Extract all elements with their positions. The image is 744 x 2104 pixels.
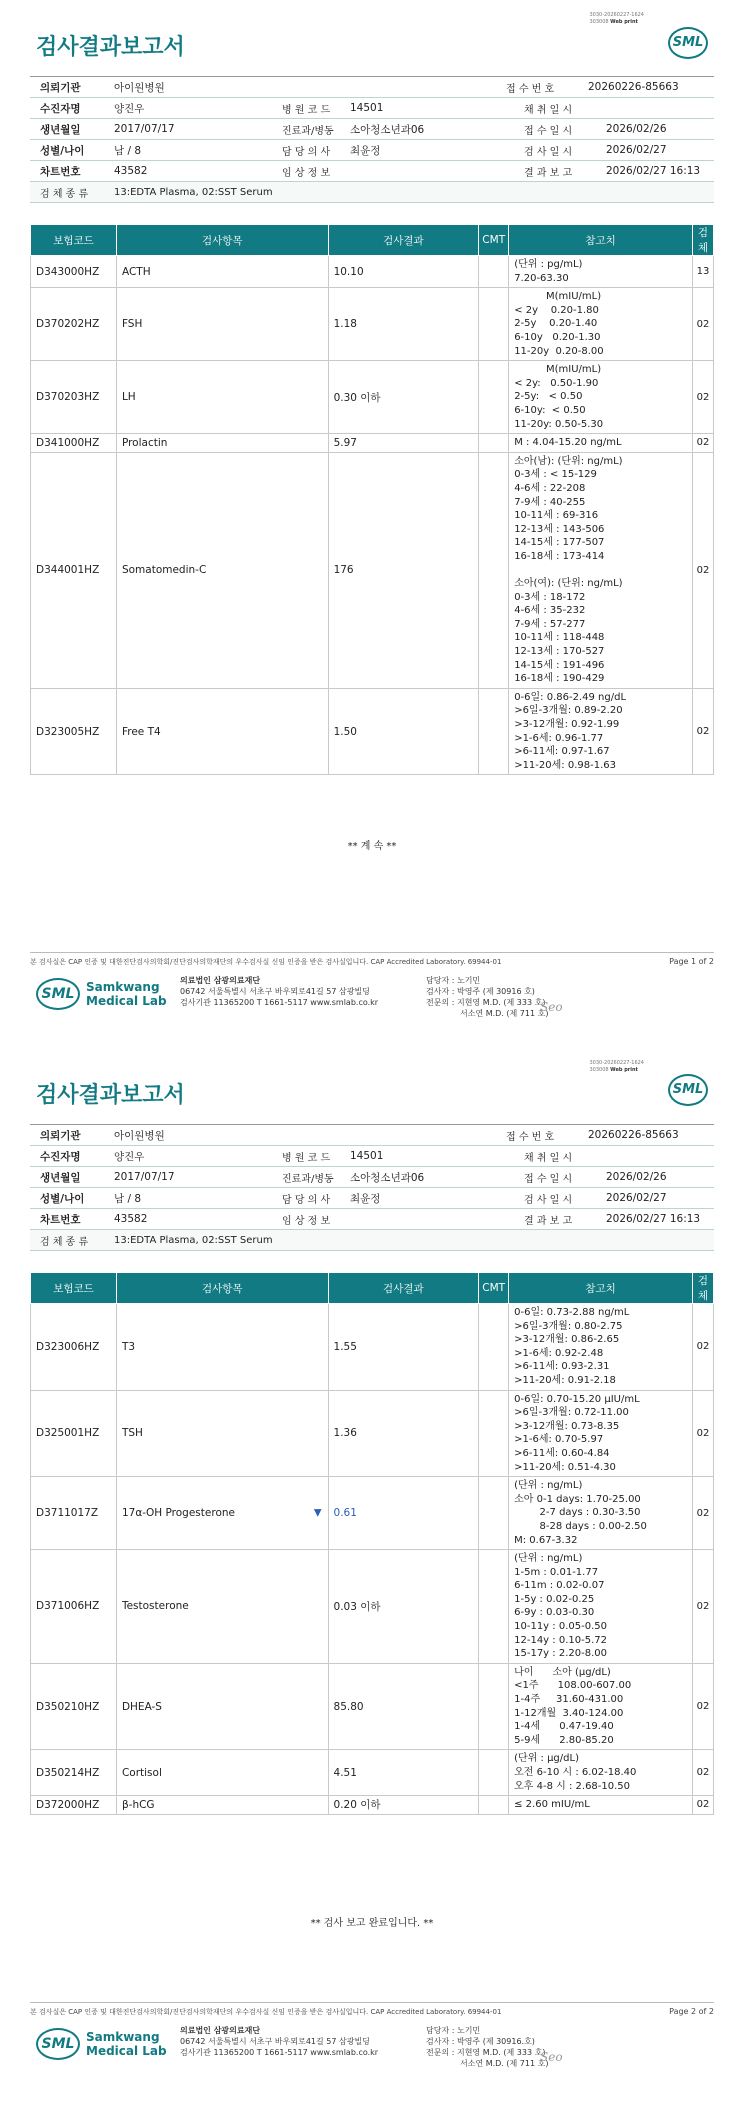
reference-range: 0-6일: 0.73-2.88 ng/mL >6일-3개월: 0.80-2.75 >3-12개월: 0.86-2.65 >1-6세: 0.92-2.48 >6-11세: 0.93-2.31 >11-20세: 0.91-2.18 xyxy=(509,1304,693,1391)
insurance-code: D371006HZ xyxy=(31,1550,117,1664)
test-result: 5.97 xyxy=(328,434,479,453)
insurance-code: D344001HZ xyxy=(31,452,117,688)
specimen-code: 02 xyxy=(692,1550,713,1664)
specimen-code: 02 xyxy=(692,1796,713,1815)
insurance-code: D370202HZ xyxy=(31,288,117,361)
test-result: 0.03 이하 xyxy=(328,1550,479,1664)
reference-range: (단위 : ng/mL) 1-5m : 0.01-1.77 6-11m : 0.02-0.07 1-5y : 0.02-0.25 6-9y : 0.03-0.30 10-11y : 0.05-0.50 12-14y : 0.10-5.72 15-17y : 2.20-8.00 xyxy=(509,1550,693,1664)
reference-range: (단위 : µg/dL) 오전 6-10 시 : 6.02-18.40 오후 4-8 시 : 2.68-10.50 xyxy=(509,1750,693,1796)
test-item: Somatomedin-C xyxy=(116,452,328,688)
col-code: 보험코드 xyxy=(31,225,117,256)
test-result: 1.50 xyxy=(328,688,479,775)
col-result: 검사결과 xyxy=(328,1273,479,1304)
test-item: Testosterone xyxy=(116,1550,328,1664)
page-title: 검사결과보고서 xyxy=(36,35,185,60)
table-row xyxy=(31,1550,714,1664)
test-result: 1.18 xyxy=(328,288,479,361)
page-number: Page 2 of 2 xyxy=(669,2007,714,2016)
print-code: 3030-20260227-1624 303008 Web print xyxy=(589,12,644,25)
table-row xyxy=(31,688,714,775)
insurance-code: D323005HZ xyxy=(31,688,117,775)
test-result: 0.20 이하 xyxy=(328,1796,479,1815)
reference-range: 0-6일: 0.70-15.20 µIU/mL >6일-3개월: 0.72-11.00 >3-12개월: 0.73-8.35 >1-6세: 0.70-5.97 >6-11세: 0.60-4.84 >11-20세: 0.51-4.30 xyxy=(509,1390,693,1477)
insurance-code: D3711017Z xyxy=(31,1477,117,1550)
results-table-page-1 xyxy=(30,224,714,775)
patient-info: 의뢰기관 아이원병원 접 수 번 호 20260226-85663 수진자명 양진우 병 원 코 드 14501 채 취 일 시 생년월일 2017/07/17 진료과/병동 소아청소년과06 접 수 일 시 2026/02/26 성별/나이 남 / 8 담 당 의 사 최윤정 검 사 일 시 2026/02/27 차트번호 43582 임 상 정 보 결 과 보 고 2026/02/27 16:13 검 체 종 류 13:EDTA Plasma, 02:SST Serum xyxy=(30,76,714,203)
test-item: FSH xyxy=(116,288,328,361)
table-row xyxy=(31,361,714,434)
table-row xyxy=(31,256,714,288)
lab-staff: 담당자 : 노기민 검사자 : 박영주 (제 30916 호) 전문의 : 지현영 M.D. (제 333 호) 서소연 M.D. (제 711 호) xyxy=(426,976,549,1018)
cap-note: 본 검사실은 CAP 인증 및 대한진단검사의학회/진단검사의학재단의 우수검사실 신임 인증을 받은 검사실입니다. CAP Accredited Laboratory. 69944-01 xyxy=(30,2008,502,2016)
insurance-code: D370203HZ xyxy=(31,361,117,434)
comment xyxy=(479,1750,509,1796)
low-flag-icon: ▼ xyxy=(313,1507,322,1519)
insurance-code: D350210HZ xyxy=(31,1663,117,1750)
table-row xyxy=(31,434,714,453)
reference-range: ≤ 2.60 mIU/mL xyxy=(509,1796,693,1815)
reference-range: (단위 : pg/mL) 7.20-63.30 xyxy=(509,256,693,288)
insurance-code: D350214HZ xyxy=(31,1750,117,1796)
table-row xyxy=(31,1390,714,1477)
comment xyxy=(479,361,509,434)
page-number: Page 1 of 2 xyxy=(669,957,714,966)
insurance-code: D323006HZ xyxy=(31,1304,117,1391)
table-row xyxy=(31,1304,714,1391)
specimen-code: 02 xyxy=(692,1663,713,1750)
col-cmt: CMT xyxy=(479,1273,509,1304)
col-ref: 참고치 xyxy=(509,1273,693,1304)
sml-logo: SML xyxy=(668,1074,708,1106)
test-result: 4.51 xyxy=(328,1750,479,1796)
insurance-code: D325001HZ xyxy=(31,1390,117,1477)
insurance-code: D343000HZ xyxy=(31,256,117,288)
test-result: 1.36 xyxy=(328,1390,479,1477)
test-item: Prolactin xyxy=(116,434,328,453)
reference-range: (단위 : ng/mL) 소아 0-1 days: 1.70-25.00 2-7 days : 0.30-3.50 8-28 days : 0.00-2.50 M: 0.67-3.32 xyxy=(509,1477,693,1550)
comment xyxy=(479,1477,509,1550)
signature: Seo xyxy=(540,2050,563,2064)
col-ref: 참고치 xyxy=(509,225,693,256)
col-result: 검사결과 xyxy=(328,225,479,256)
comment xyxy=(479,1796,509,1815)
specimen-code: 02 xyxy=(692,452,713,688)
report-page-2 xyxy=(0,1052,744,2104)
reference-range: M(mIU/mL) < 2y 0.20-1.80 2-5y 0.20-1.40 6-10y 0.20-1.30 11-20y 0.20-8.00 xyxy=(509,288,693,361)
insurance-code: D341000HZ xyxy=(31,434,117,453)
reference-range: 소아(남): (단위: ng/mL) 0-3세 : < 15-129 4-6세 : 22-208 7-9세 : 40-255 10-11세 : 69-316 12-13세 : 143-506 14-15세 : 177-507 16-18세 : 173-414 소아(여): (단위: ng/mL) 0-3세 : 18-172 4-6세 : 35-232 7-9세 : 57-277 10-11세 : 118-448 12-13세 : 170-527 14-15세 : 191-496 16-18세 : 190-429 xyxy=(509,452,693,688)
comment xyxy=(479,288,509,361)
continue-note: ** 계 속 ** xyxy=(347,841,397,852)
lab-staff: 담당자 : 노기민 검사자 : 박영주 (제 30916.호) 전문의 : 지현영 M.D. (제 333 호) 서소연 M.D. (제 711 호) xyxy=(426,2026,549,2068)
comment xyxy=(479,1663,509,1750)
test-result: 1.55 xyxy=(328,1304,479,1391)
report-complete-note: ** 검사 보고 완료입니다. ** xyxy=(310,1918,434,1929)
table-row xyxy=(31,288,714,361)
lab-address: 의료법인 삼광의료재단 06742 서울특별시 서초구 바우뫼로41길 57 삼광빌딩 검사기관 11365200 T 1661-5117 www.smlab.co.kr xyxy=(180,2026,379,2057)
specimen-code: 02 xyxy=(692,1750,713,1796)
print-code: 3030-20260227-1624 303008 Web print xyxy=(589,1060,644,1073)
table-row xyxy=(31,1750,714,1796)
test-item: Cortisol xyxy=(116,1750,328,1796)
reference-range: M(mIU/mL) < 2y: 0.50-1.90 2-5y: < 0.50 6-10y: < 0.50 11-20y: 0.50-5.30 xyxy=(509,361,693,434)
patient-info: 의뢰기관 아이원병원 접 수 번 호 20260226-85663 수진자명 양진우 병 원 코 드 14501 채 취 일 시 생년월일 2017/07/17 진료과/병동 소아청소년과06 접 수 일 시 2026/02/26 성별/나이 남 / 8 담 당 의 사 최윤정 검 사 일 시 2026/02/27 차트번호 43582 임 상 정 보 결 과 보 고 2026/02/27 16:13 검 체 종 류 13:EDTA Plasma, 02:SST Serum xyxy=(30,1124,714,1251)
comment xyxy=(479,1550,509,1664)
specimen-code: 02 xyxy=(692,361,713,434)
test-item: TSH xyxy=(116,1390,328,1477)
test-item: DHEA-S xyxy=(116,1663,328,1750)
col-item: 검사항목 xyxy=(116,225,328,256)
lab-logo: SML Samkwang Medical Lab xyxy=(36,978,167,1010)
table-row xyxy=(31,1663,714,1750)
col-code: 보험코드 xyxy=(31,1273,117,1304)
test-item: Free T4 xyxy=(116,688,328,775)
test-item: β-hCG xyxy=(116,1796,328,1815)
test-result: 0.61 xyxy=(328,1477,479,1550)
specimen-code: 02 xyxy=(692,434,713,453)
reference-range: 나이 소아 (µg/dL) <1주 108.00-607.00 1-4주 31.60-431.00 1-12개월 3.40-124.00 1-4세 0.47-19.40 5-9세 2.80-85.20 xyxy=(509,1663,693,1750)
insurance-code: D372000HZ xyxy=(31,1796,117,1815)
comment xyxy=(479,256,509,288)
table-row xyxy=(31,1477,714,1550)
test-result: 0.30 이하 xyxy=(328,361,479,434)
specimen-code: 02 xyxy=(692,1477,713,1550)
test-item: T3 xyxy=(116,1304,328,1391)
lab-logo: SML Samkwang Medical Lab xyxy=(36,2028,167,2060)
page-title: 검사결과보고서 xyxy=(36,1083,185,1108)
table-row xyxy=(31,452,714,688)
test-result: 176 xyxy=(328,452,479,688)
specimen-code: 13 xyxy=(692,256,713,288)
test-item: 17α-OH Progesterone ▼ xyxy=(116,1477,328,1550)
test-result: 85.80 xyxy=(328,1663,479,1750)
cap-note: 본 검사실은 CAP 인증 및 대한진단검사의학회/진단검사의학재단의 우수검사실 신임 인증을 받은 검사실입니다. CAP Accredited Laboratory. 69944-01 xyxy=(30,958,502,966)
col-tube: 검체 xyxy=(692,225,713,256)
test-item: LH xyxy=(116,361,328,434)
comment xyxy=(479,688,509,775)
col-tube: 검체 xyxy=(692,1273,713,1304)
sml-logo: SML xyxy=(668,27,708,59)
col-item: 검사항목 xyxy=(116,1273,328,1304)
reference-range: 0-6일: 0.86-2.49 ng/dL >6일-3개월: 0.89-2.20 >3-12개월: 0.92-1.99 >1-6세: 0.96-1.77 >6-11세: 0.97-1.67 >11-20세: 0.98-1.63 xyxy=(509,688,693,775)
specimen-code: 02 xyxy=(692,688,713,775)
lab-address: 의료법인 삼광의료재단 06742 서울특별시 서초구 바우뫼로41길 57 삼광빌딩 검사기관 11365200 T 1661-5117 www.smlab.co.kr xyxy=(180,976,379,1007)
specimen-code: 02 xyxy=(692,1304,713,1391)
reference-range: M : 4.04-15.20 ng/mL xyxy=(509,434,693,453)
specimen-code: 02 xyxy=(692,1390,713,1477)
results-table-page-2 xyxy=(30,1272,714,1815)
table-row xyxy=(31,1796,714,1815)
test-result: 10.10 xyxy=(328,256,479,288)
col-cmt: CMT xyxy=(479,225,509,256)
signature: Seo xyxy=(540,1000,563,1014)
comment xyxy=(479,1304,509,1391)
comment xyxy=(479,452,509,688)
test-item: ACTH xyxy=(116,256,328,288)
comment xyxy=(479,1390,509,1477)
comment xyxy=(479,434,509,453)
specimen-code: 02 xyxy=(692,288,713,361)
